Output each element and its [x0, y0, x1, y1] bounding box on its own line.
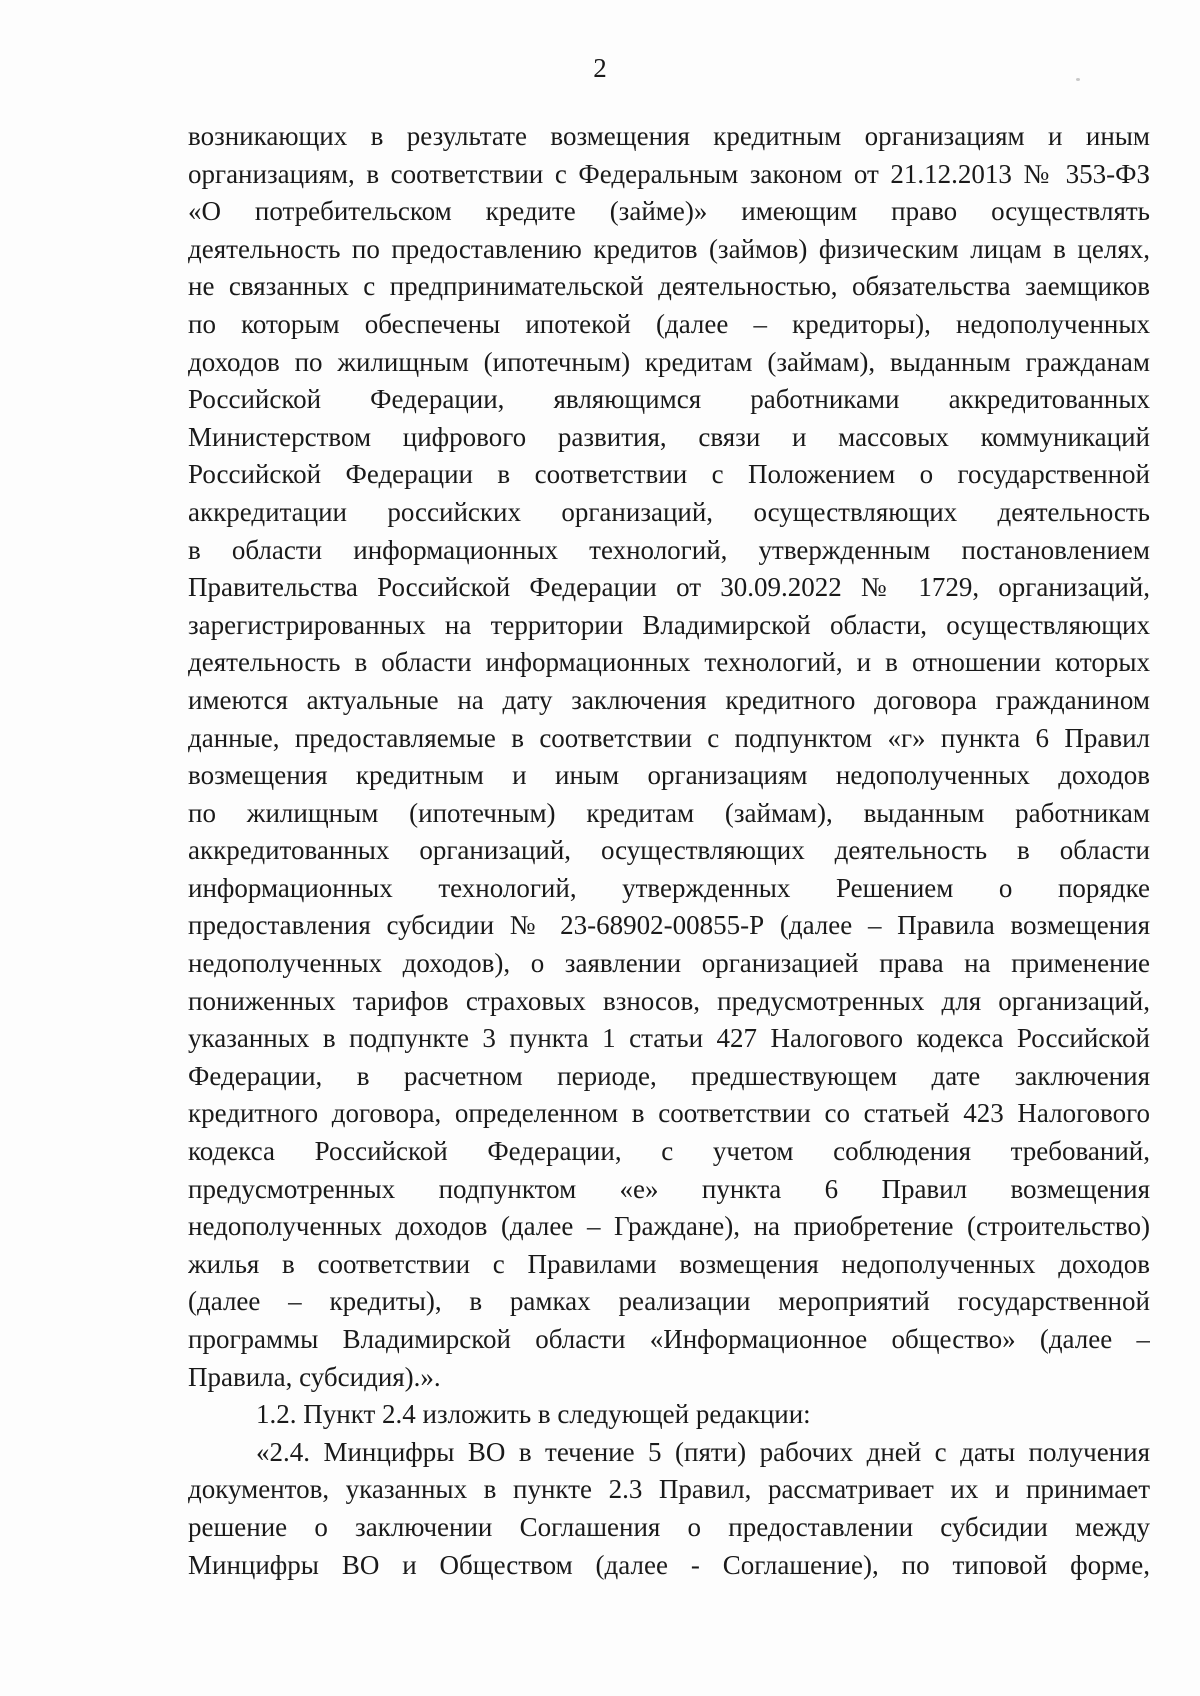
body-line: деятельность по предоставлению кредитов (займов) физическим лицам в целях,	[188, 233, 1150, 264]
body-line: информационных технологий, утвержденных Решением о порядке	[188, 872, 1150, 903]
body-line: Минцифры ВО и Обществом (далее - Соглашение), по типовой форме,	[188, 1549, 1150, 1580]
body-line: программы Владимирской области «Информационное общество» (далее –	[188, 1324, 1150, 1354]
body-line: предоставления субсидии № 23-68902-00855-Р (далее – Правила возмещения	[188, 910, 1150, 941]
body-line: предусмотренных подпунктом «е» пункта 6 Правил возмещения	[188, 1173, 1150, 1204]
body-line: Федерации, в расчетном периоде, предшествующем дате заключения	[188, 1060, 1150, 1091]
body-line: деятельность в области информационных технологий, и в отношении которых	[188, 647, 1150, 678]
body-line: «2.4. Минцифры ВО в течение 5 (пяти) рабочих дней с даты получения	[256, 1436, 1150, 1467]
body-line: кредитного договора, определенном в соответствии со статьей 423 Налогового	[188, 1098, 1150, 1129]
body-line: жилья в соответствии с Правилами возмещения недополученных доходов	[188, 1248, 1150, 1279]
body-line: возникающих в результате возмещения кредитным организациям и иным	[188, 121, 1150, 151]
body-line: документов, указанных в пункте 2.3 Правил, рассматривает их и принимает	[188, 1474, 1150, 1505]
body-line: 1.2. Пункт 2.4 изложить в следующей редакции:	[256, 1399, 811, 1430]
body-line: Правила, субсидия).».	[188, 1361, 441, 1392]
body-line: возмещения кредитным и иным организациям недополученных доходов	[188, 760, 1150, 791]
body-line: имеются актуальные на дату заключения кредитного договора гражданином	[188, 684, 1150, 715]
body-line: в области информационных технологий, утвержденным постановлением	[188, 534, 1150, 565]
body-line: кодекса Российской Федерации, с учетом соблюдения требований,	[188, 1136, 1150, 1167]
body-line: недополученных доходов (далее – Граждане), на приобретение (строительство)	[188, 1211, 1150, 1242]
body-line: недополученных доходов), о заявлении организацией права на применение	[188, 948, 1150, 979]
body-line: зарегистрированных на территории Владимирской области, осуществляющих	[188, 609, 1150, 640]
body-line: пониженных тарифов страховых взносов, предусмотренных для организаций,	[188, 985, 1150, 1016]
body-line: Российской Федерации в соответствии с Положением о государственной	[188, 459, 1150, 490]
body-line: «О потребительском кредите (займе)» имеющим право осуществлять	[188, 196, 1150, 227]
body-line: указанных в подпункте 3 пункта 1 статьи 427 Налогового кодекса Российской	[188, 1023, 1150, 1054]
body-line: решение о заключении Соглашения о предоставлении субсидии между	[188, 1511, 1150, 1542]
body-line: аккредитации российских организаций, осуществляющих деятельность	[188, 496, 1150, 527]
body-text	[188, 118, 1150, 1584]
body-line: не связанных с предпринимательской деятельностью, обязательства заемщиков	[188, 271, 1150, 302]
body-line: (далее – кредиты), в рамках реализации мероприятий государственной	[188, 1286, 1150, 1317]
body-line: данные, предоставляемые в соответствии с подпунктом «г» пункта 6 Правил	[188, 722, 1150, 753]
body-line: аккредитованных организаций, осуществляющих деятельность в области	[188, 835, 1150, 866]
body-line: по которым обеспечены ипотекой (далее – кредиторы), недополученных	[188, 308, 1150, 339]
body-line: Министерством цифрового развития, связи и массовых коммуникаций	[188, 421, 1150, 452]
body-line: Правительства Российской Федерации от 30.09.2022 № 1729, организаций,	[188, 572, 1150, 603]
body-line: по жилищным (ипотечным) кредитам (займам), выданным работникам	[188, 797, 1150, 828]
body-line: организациям, в соответствии с Федеральным законом от 21.12.2013 № 353-ФЗ	[188, 158, 1150, 189]
body-line: доходов по жилищным (ипотечным) кредитам (займам), выданным гражданам	[188, 346, 1150, 377]
body-line: Российской Федерации, являющимся работниками аккредитованных	[188, 384, 1150, 415]
page-number: 2	[593, 53, 607, 83]
